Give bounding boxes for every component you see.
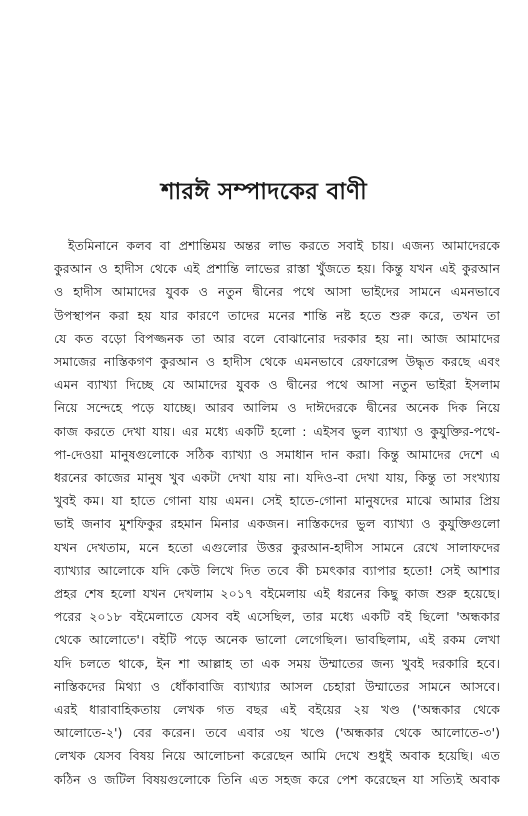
- text-line: থেকে আলোতে'। বইটি পড়ে অনেক ভালো লেগেছিল। ভাবছিলাম, এই রকম লেখা: [54, 632, 500, 648]
- text-line: সমাজের নাস্তিকগণ কুরআন ও হাদীস থেকে এমনভাবে রেফারেন্স উদ্ধৃত করছে এবং: [54, 354, 500, 370]
- text-line: কুরআন ও হাদীস থেকে এই প্রশান্তি লাভের রাস্তা খুঁজতে হয়। কিন্তু যখন এই কুরআন: [54, 261, 500, 277]
- text-line: আলোতে-২') বের করেন। তবে এবার ৩য় খণ্ডে ('অন্ধকার থেকে আলোতে-৩'): [54, 725, 500, 741]
- text-line: নাস্তিকদের মিথ্যা ও ধোঁকাবাজি ব্যাখ্যার আসল চেহারা উম্মাতের সামনে আসবে।: [54, 678, 500, 694]
- body-text: [54, 234, 500, 791]
- text-line: কঠিন ও জটিল বিষয়গুলোকে তিনি এত সহজ করে পেশ করেছেন যা সত্যিই অবাক: [54, 771, 500, 787]
- text-line: যদি চলতে থাকে, ইন শা আল্লাহ তা এক সময় উম্মাতের জন্য খুবই দরকারি হবে।: [54, 655, 500, 671]
- text-line: যে কত বড়ো বিপজ্জনক তা আর বলে বোঝানোর দরকার হয় না। আজ আমাদের: [54, 330, 500, 346]
- text-line: ভাই জনাব মুশফিকুর রহমান মিনার একজন। নাস্তিকদের ভুল ব্যাখ্যা ও কুযুক্তিগুলো: [54, 516, 500, 532]
- text-line: ব্যাখ্যার আলোকে যদি কেউ লিখে দিত তবে কী চমৎকার ব্যাপার হতো! সেই আশার: [54, 562, 500, 578]
- text-line: পা-দেওয়া মানুষগুলোকে সঠিক ব্যাখ্যা ও সমাধান দান করা। কিন্তু আমাদের দেশে এ: [54, 446, 500, 462]
- text-line: লেখক যেসব বিষয় নিয়ে আলোচনা করেছেন আমি দেখে শুধুই অবাক হয়েছি। এত: [54, 748, 500, 764]
- text-line: ইতমিনানে কলব বা প্রশান্তিময় অন্তর লাভ করতে সবাই চায়। এজন্য আমাদেরকে: [68, 238, 500, 253]
- text-line: ও হাদীস আমাদের যুবক ও নতুন দ্বীনের পথে আসা ভাইদের সামনে এমনভাবে: [54, 284, 500, 300]
- text-line: ধরনের কাজের মানুষ খুব একটা দেখা যায় না। যদিও-বা দেখা যায়, কিন্তু তা সংখ্যায়: [54, 470, 500, 486]
- text-line: যখন দেখতাম, মনে হতো এগুলোর উত্তর কুরআন-হাদীস সামনে রেখে সালাফদের: [54, 539, 500, 555]
- page-title: শারঈ সম্পাদকের বাণী: [160, 179, 368, 205]
- text-line: নিয়ে সন্দেহে পড়ে যাচ্ছে। আরব আলিম ও দাঈদেরকে দ্বীনের অনেক দিক নিয়ে: [54, 400, 500, 416]
- text-line: প্রহর শেষ হলো যখন দেখলাম ২০১৭ বইমেলায় এই ধরনের কিছু কাজ শুরু হয়েছে।: [54, 586, 500, 602]
- text-line: পরের ২০১৮ বইমেলাতে যেসব বই এসেছিল, তার মধ্যে একটি বই ছিলো 'অন্ধকার: [54, 609, 500, 625]
- text-line: এরই ধারাবাহিকতায় লেখক গত বছর এই বইয়ের ২য় খণ্ড ('অন্ধকার থেকে: [54, 702, 500, 718]
- text-line: কাজ করতে দেখা যায়। এর মধ্যে একটি হলো : এইসব ভুল ব্যাখ্যা ও কুযুক্তির-পথে-: [54, 423, 500, 439]
- text-line: খুবই কম। যা হাতে গোনা যায় এমন। সেই হাতে-গোনা মানুষদের মাঝে আমার প্রিয়: [54, 493, 500, 509]
- text-line: উপস্থাপন করা হয় যার কারণে তাদের মনের শান্তি নষ্ট হতে শুরু করে, তখন তা: [54, 307, 500, 323]
- text-line: এমন ব্যাখ্যা দিচ্ছে যে আমাদের যুবক ও দ্বীনের পথে আসা নতুন ভাইরা ইসলাম: [54, 377, 500, 393]
